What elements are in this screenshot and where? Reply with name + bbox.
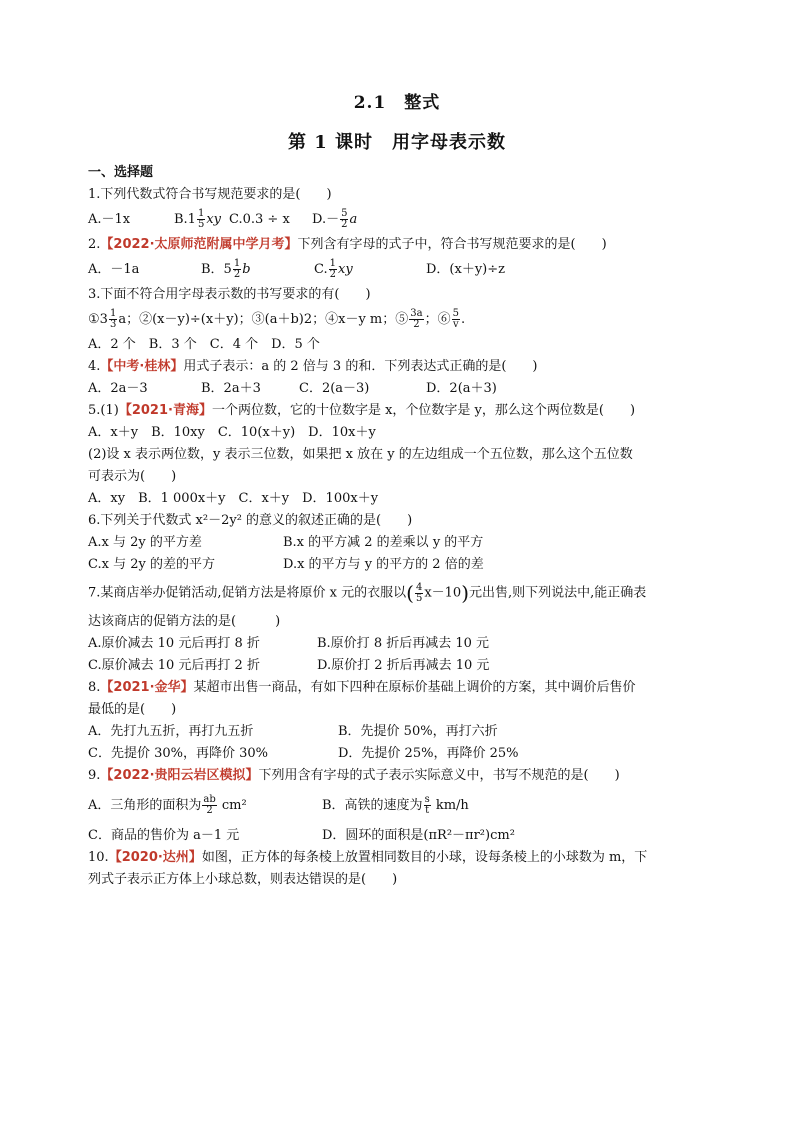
q8-stem: 8.【2021·金华】某超市出售一商品，有如下四种在原标价基础上调价的方案，其中调价后售价 — [88, 679, 636, 695]
q1-option-a: A.－1x — [88, 212, 131, 227]
q6-option-a: A.x 与 2y 的平方差 — [88, 535, 202, 550]
q7-option-c: C.原价减去 10 元后再打 2 折 — [88, 657, 260, 673]
q10-stem: 10.【2020·达州】如图，正方体的每条棱上放置相同数目的小球，设每条棱上的小球数为 m，下 — [88, 849, 648, 865]
q8-option-c: C．先提价 30%，再降价 30% — [88, 745, 269, 761]
q7-options-ab — [88, 633, 713, 655]
q9-options-cd — [88, 825, 713, 847]
q6-option-c: C.x 与 2y 的差的平方 — [88, 557, 215, 572]
q5-stem: 5.(1)【2021·青海】一个两位数，它的十位数字是 x，个位数字是 y，那么这个两位数是( ) — [88, 403, 636, 418]
q4-source: 【中考·桂林】 — [100, 359, 184, 374]
q9-options-ab — [88, 787, 713, 825]
q1-options — [88, 206, 713, 234]
q3-items — [88, 306, 713, 334]
q5-source: 【2021·青海】 — [118, 403, 212, 418]
q6-options-ab — [88, 532, 713, 554]
q10-stem-2: 列式子表示正方体上小球总数，则表达错误的是( ) — [88, 871, 398, 887]
q9-source: 【2022·贵阳云岩区模拟】 — [100, 767, 259, 783]
q5-stem-2: (2)设 x 表示两位数，y 表示三位数，如果把 x 放在 y 的左边组成一个五位数，那么这个五位数 — [88, 447, 633, 462]
q9-stem: 9.【2022·贵阳云岩区模拟】下列用含有字母的式子表示实际意义中，书写不规范的是( ) — [88, 767, 620, 783]
q8-option-d: D．先提价 25%，再降价 25% — [338, 745, 519, 761]
q4-stem: 4.【中考·桂林】用式子表示：a 的 2 倍与 3 的和．下列表达式正确的是( ) — [88, 359, 538, 374]
q2-option-a: A．－1a — [88, 262, 140, 277]
q8-options-ab — [88, 721, 713, 743]
q9-option-b: B．高铁的速度为 $\frac{s}{t}$ km/h — [322, 793, 469, 816]
q3-stem: 3.下面不符合用字母表示数的书写要求的有( ) — [88, 287, 371, 302]
q3-item-4: ④x－y m； — [325, 312, 396, 327]
section-heading: 一、选择题 — [88, 165, 154, 180]
q7-stem-2: 达该商店的促销方法的是( ) — [88, 613, 281, 629]
q7-option-a: A.原价减去 10 元后再打 8 折 — [88, 635, 260, 651]
q6-options-cd — [88, 554, 713, 576]
q4-options — [88, 378, 713, 400]
q8-option-b: B．先提价 50%，再打六折 — [338, 723, 498, 739]
q8-stem-2: 最低的是( ) — [88, 701, 177, 717]
q7-option-b: B.原价打 8 折后再减去 10 元 — [317, 635, 490, 651]
q4-option-c: C．2(a－3) — [299, 381, 370, 396]
q7-options-cd — [88, 655, 713, 677]
q2-option-b: B．5 $\frac{1}{2}$ b — [201, 258, 251, 280]
q3-item-3: ③(a＋b)2； — [251, 312, 326, 327]
q8-source: 【2021·金华】 — [100, 679, 194, 695]
q3-item-5: ⑤ $\frac{3a}{2}$ ； — [395, 308, 438, 330]
q4-option-a: A．2a－3 — [88, 381, 148, 396]
q3-item-6: ⑥ $\frac{5}{v}$ . — [437, 308, 466, 330]
q5-options-1: A．x＋y B．10xy C．10(x＋y) D．10x＋y — [88, 425, 376, 440]
q2-options — [88, 256, 713, 284]
q6-option-b: B.x 的平方减 2 的差乘以 y 的平方 — [283, 535, 484, 550]
q6-option-d: D.x 的平方与 y 的平方的 2 倍的差 — [283, 557, 484, 572]
q2-stem: 2.【2022·太原师范附属中学月考】下列含有字母的式子中，符合书写规范要求的是( ) — [88, 237, 607, 252]
q7-stem: 7.某商店举办促销活动,促销方法是将原价 x 元的衣服以( $\frac{4}{5}$ x－10)元出售,则下列说法中,能正确表 — [88, 581, 647, 605]
lesson-title: 第 1 课时 用字母表示数 — [287, 132, 507, 153]
q1-option-b: B.1 $\frac{1}{5}$ xy — [174, 208, 222, 230]
q4-option-b: B．2a＋3 — [201, 381, 261, 396]
q1-option-c: C.0.3 ÷ x — [229, 212, 290, 227]
q9-option-d: D．圆环的面积是(πR²－πr²)cm² — [322, 827, 515, 843]
q4-option-d: D．2(a＋3) — [426, 381, 497, 396]
section-title: 2.1 整式 — [353, 93, 441, 113]
q9-option-c: C．商品的售价为 a－1 元 — [88, 827, 240, 843]
q2-option-d: D．(x＋y)÷z — [426, 262, 505, 277]
q1-stem: 1.下列代数式符合书写规范要求的是( ) — [88, 187, 332, 202]
q1-option-d: D.－ $\frac{5}{2}$ a — [312, 208, 358, 230]
q3-item-2: ②(x－y)÷(x＋y)； — [139, 312, 252, 327]
q7-option-d: D.原价打 2 折后再减去 10 元 — [317, 657, 490, 673]
q3-item-1: ①3 $\frac{1}{3}$ a； — [88, 308, 140, 330]
q2-option-c: C. $\frac{1}{2}$ xy — [314, 258, 353, 280]
q8-option-a: A．先打九五折，再打九五折 — [88, 723, 254, 739]
q5-options-2: A．xy B．1 000x＋y C．x＋y D．100x＋y — [88, 491, 379, 506]
q6-stem: 6.下列关于代数式 x²－2y² 的意义的叙述正确的是( ) — [88, 513, 413, 528]
q9-option-a: A．三角形的面积为 $\frac{ab}{2}$ cm² — [88, 793, 247, 816]
q2-source: 【2022·太原师范附属中学月考】 — [100, 237, 298, 252]
q8-options-cd — [88, 743, 713, 765]
q5-stem-2-cont: 可表示为( ) — [88, 469, 177, 484]
question-list — [88, 162, 713, 891]
q10-source: 【2020·达州】 — [108, 849, 202, 865]
q3-options: A．2 个 B．3 个 C．4 个 D．5 个 — [88, 337, 320, 352]
